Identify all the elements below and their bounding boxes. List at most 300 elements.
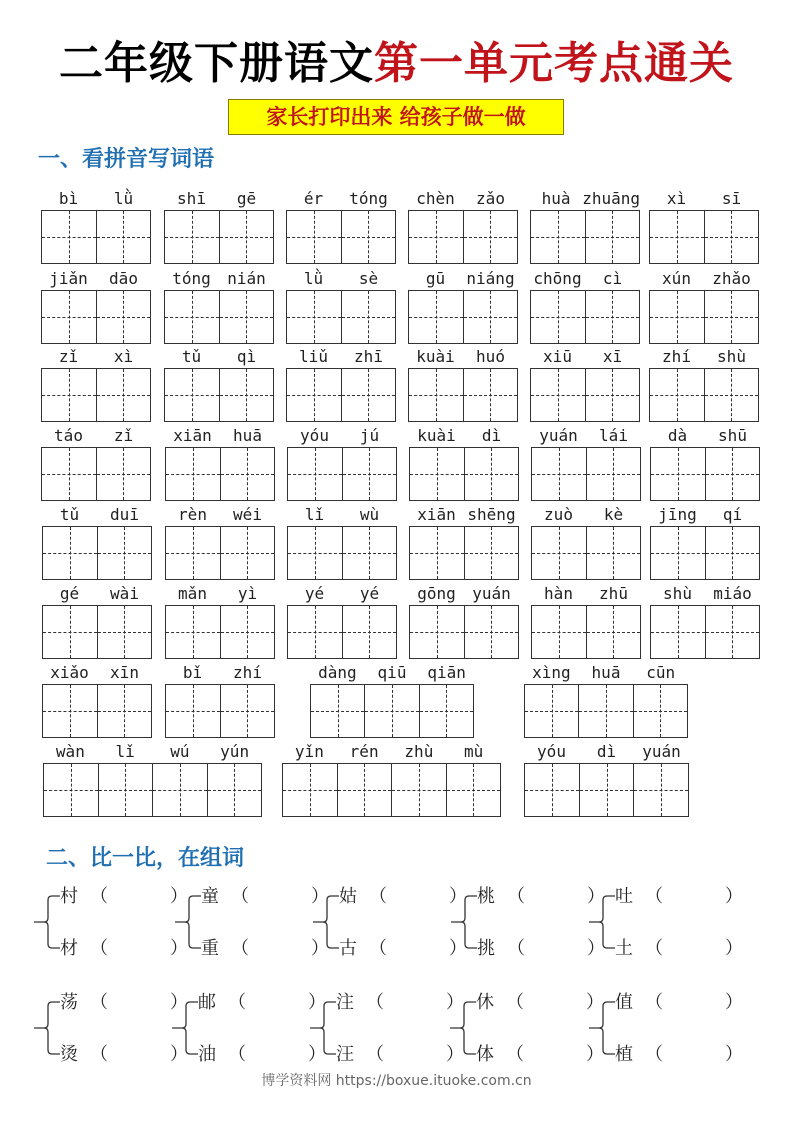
compare-row-top xyxy=(201,884,329,910)
section1-title: 一、看拼音写词语 xyxy=(38,147,215,172)
writing-cell[interactable] xyxy=(99,764,154,816)
pinyin-row xyxy=(530,346,640,368)
pinyin-syllable: xī xyxy=(602,347,623,366)
writing-cell[interactable] xyxy=(531,369,586,421)
word-group xyxy=(41,268,151,346)
compare-pair xyxy=(172,990,326,1065)
writing-cell[interactable] xyxy=(579,685,633,737)
pinyin-syllable: qiū xyxy=(377,663,407,682)
pinyin-syllable: cì xyxy=(602,269,623,288)
pinyin-syllable: xì xyxy=(113,347,134,366)
writing-cell[interactable] xyxy=(338,764,393,816)
pinyin-row xyxy=(650,504,760,526)
writing-cell[interactable] xyxy=(705,211,759,263)
pinyin-syllable: zhuāng xyxy=(582,189,640,208)
pinyin-row xyxy=(409,504,519,526)
compare-char: 荡 xyxy=(60,992,78,1013)
writing-cell[interactable] xyxy=(580,764,635,816)
pinyin-syllable: lǜ xyxy=(303,269,324,288)
close-paren: ） xyxy=(449,938,467,959)
writing-cell[interactable] xyxy=(165,211,220,263)
writing-cell[interactable] xyxy=(464,211,518,263)
pinyin-syllable: lái xyxy=(599,426,628,445)
compare-pair xyxy=(450,990,604,1065)
compare-row-bottom xyxy=(615,936,743,962)
writing-cell[interactable] xyxy=(587,448,641,500)
word-group xyxy=(287,425,397,503)
pinyin-row xyxy=(164,268,274,290)
pinyin-row xyxy=(530,188,640,210)
close-paren: ） xyxy=(170,886,188,907)
pinyin-row xyxy=(649,188,759,210)
writing-cell[interactable] xyxy=(165,369,220,421)
pinyin-row xyxy=(41,425,151,447)
compare-char: 邮 xyxy=(198,992,216,1013)
compare-char: 汪 xyxy=(336,1044,354,1065)
writing-cell[interactable] xyxy=(409,291,464,343)
writing-cell[interactable] xyxy=(410,606,465,658)
word-group xyxy=(41,346,151,424)
writing-cell[interactable] xyxy=(287,369,342,421)
pinyin-syllable: zǎo xyxy=(476,189,505,208)
pinyin-row xyxy=(282,741,501,763)
brace-icon xyxy=(310,1000,336,1060)
pinyin-row xyxy=(524,662,688,684)
pinyin-syllable: rén xyxy=(349,742,379,761)
pinyin-syllable: xún xyxy=(662,269,691,288)
word-group xyxy=(408,268,518,346)
tianzige-boxes xyxy=(165,526,275,580)
compare-char: 童 xyxy=(201,886,219,907)
tianzige-boxes xyxy=(409,447,519,501)
pinyin-syllable: lǜ xyxy=(113,189,134,208)
pinyin-row xyxy=(165,583,275,605)
pinyin-syllable: cūn xyxy=(646,663,676,682)
title-red-part: 第一单元考点通关 xyxy=(374,38,734,89)
writing-cell[interactable] xyxy=(166,606,221,658)
brace-icon xyxy=(172,1000,198,1060)
writing-cell[interactable] xyxy=(465,606,519,658)
word-group xyxy=(42,583,152,661)
word-group xyxy=(524,741,689,819)
pinyin-syllable: qiān xyxy=(427,663,466,682)
word-group xyxy=(409,583,519,661)
word-group xyxy=(42,662,152,740)
writing-cell[interactable] xyxy=(706,606,760,658)
writing-cell[interactable] xyxy=(705,291,759,343)
close-paren: ） xyxy=(586,1044,604,1065)
pinyin-row xyxy=(408,346,518,368)
brace-icon xyxy=(450,1000,476,1060)
pinyin-syllable: yuán xyxy=(642,742,681,761)
pinyin-syllable: shū xyxy=(718,426,747,445)
tianzige-boxes xyxy=(287,526,397,580)
word-group xyxy=(531,425,641,503)
word-group xyxy=(649,268,759,346)
writing-cell[interactable] xyxy=(166,685,221,737)
writing-cell[interactable] xyxy=(288,527,343,579)
open-paren: （ xyxy=(645,938,663,959)
writing-cell[interactable] xyxy=(447,764,501,816)
close-paren: ） xyxy=(170,992,188,1013)
writing-cell[interactable] xyxy=(97,211,151,263)
writing-cell[interactable] xyxy=(651,527,706,579)
tianzige-boxes xyxy=(164,368,274,422)
pinyin-syllable: wéi xyxy=(233,505,262,524)
compare-char: 值 xyxy=(615,992,633,1013)
pinyin-syllable: kuài xyxy=(416,347,455,366)
writing-cell[interactable] xyxy=(43,527,98,579)
tianzige-boxes xyxy=(409,526,519,580)
compare-char: 注 xyxy=(336,992,354,1013)
writing-cell[interactable] xyxy=(342,291,396,343)
writing-cell[interactable] xyxy=(634,685,687,737)
pinyin-syllable: gū xyxy=(425,269,446,288)
pinyin-syllable: xiǎo xyxy=(50,663,89,682)
writing-cell[interactable] xyxy=(706,527,760,579)
writing-cell[interactable] xyxy=(42,211,97,263)
pinyin-syllable: kè xyxy=(603,505,624,524)
pinyin-syllable: xìng xyxy=(532,663,571,682)
pinyin-row xyxy=(43,741,262,763)
writing-cell[interactable] xyxy=(42,448,97,500)
open-paren: （ xyxy=(507,886,525,907)
compare-pair xyxy=(34,990,188,1065)
compare-char: 休 xyxy=(476,992,494,1013)
writing-cell[interactable] xyxy=(221,448,275,500)
word-group xyxy=(287,583,397,661)
pinyin-syllable: nián xyxy=(227,269,266,288)
tianzige-boxes xyxy=(286,368,396,422)
writing-cell[interactable] xyxy=(532,606,587,658)
compare-row-bottom xyxy=(339,936,467,962)
writing-cell[interactable] xyxy=(392,764,447,816)
writing-cell[interactable] xyxy=(153,764,208,816)
open-paren: （ xyxy=(231,886,249,907)
tianzige-boxes xyxy=(649,210,759,264)
writing-cell[interactable] xyxy=(409,211,464,263)
writing-cell[interactable] xyxy=(221,527,275,579)
compare-pair xyxy=(589,884,743,959)
compare-row-bottom xyxy=(476,1042,604,1068)
compare-pair xyxy=(175,884,329,959)
open-paren: （ xyxy=(90,886,108,907)
writing-cell[interactable] xyxy=(42,369,97,421)
pinyin-syllable: duī xyxy=(110,505,139,524)
tianzige-boxes xyxy=(42,684,152,738)
word-group xyxy=(524,662,688,740)
compare-char: 桃 xyxy=(477,886,495,907)
pinyin-syllable: dāo xyxy=(109,269,138,288)
pinyin-syllable: miáo xyxy=(713,584,752,603)
writing-cell[interactable] xyxy=(97,448,151,500)
writing-cell[interactable] xyxy=(409,369,464,421)
writing-cell[interactable] xyxy=(221,606,275,658)
pinyin-syllable: jiǎn xyxy=(49,269,88,288)
writing-cell[interactable] xyxy=(531,291,586,343)
writing-cell[interactable] xyxy=(532,448,587,500)
pinyin-syllable: dì xyxy=(596,742,617,761)
pinyin-syllable: yé xyxy=(304,584,325,603)
pinyin-syllable: lǐ xyxy=(304,505,325,524)
tianzige-boxes xyxy=(43,763,262,817)
pinyin-row xyxy=(165,662,275,684)
pinyin-row xyxy=(42,504,152,526)
word-group xyxy=(286,268,396,346)
tianzige-boxes xyxy=(530,290,640,344)
pinyin-syllable: mǎn xyxy=(178,584,207,603)
pinyin-syllable: liǔ xyxy=(299,347,328,366)
pinyin-row xyxy=(409,583,519,605)
writing-cell[interactable] xyxy=(166,527,221,579)
compare-row-top xyxy=(476,990,604,1016)
writing-cell[interactable] xyxy=(587,606,641,658)
pinyin-syllable: shù xyxy=(663,584,692,603)
pinyin-syllable: zǐ xyxy=(113,426,134,445)
writing-cell[interactable] xyxy=(220,369,274,421)
writing-cell[interactable] xyxy=(650,369,705,421)
open-paren: （ xyxy=(366,992,384,1013)
tianzige-boxes xyxy=(42,605,152,659)
pinyin-syllable: dà xyxy=(667,426,688,445)
pinyin-syllable: táo xyxy=(54,426,83,445)
writing-cell[interactable] xyxy=(287,291,342,343)
tianzige-boxes xyxy=(41,210,151,264)
pinyin-row xyxy=(530,268,640,290)
writing-cell[interactable] xyxy=(586,369,640,421)
compare-char: 体 xyxy=(476,1044,494,1065)
writing-cell[interactable] xyxy=(208,764,262,816)
writing-cell[interactable] xyxy=(410,448,465,500)
tianzige-boxes xyxy=(530,210,640,264)
footer-watermark: 博学资料网 https://boxue.ituoke.com.cn xyxy=(261,1073,532,1089)
close-paren: ） xyxy=(446,992,464,1013)
writing-cell[interactable] xyxy=(166,448,221,500)
compare-row-bottom xyxy=(201,936,329,962)
open-paren: （ xyxy=(366,1044,384,1065)
writing-cell[interactable] xyxy=(705,369,759,421)
pinyin-syllable: shī xyxy=(177,189,206,208)
section2-title: 二、比一比，在组词 xyxy=(46,846,245,871)
word-group xyxy=(408,346,518,424)
compare-char: 材 xyxy=(60,938,78,959)
pinyin-syllable: sī xyxy=(721,189,742,208)
open-paren: （ xyxy=(228,992,246,1013)
writing-cell[interactable] xyxy=(343,606,397,658)
close-paren: ） xyxy=(308,992,326,1013)
close-paren: ） xyxy=(725,1044,743,1065)
pinyin-row xyxy=(649,346,759,368)
writing-cell[interactable] xyxy=(288,606,343,658)
writing-cell[interactable] xyxy=(283,764,338,816)
writing-cell[interactable] xyxy=(98,685,152,737)
compare-row-top xyxy=(615,990,743,1016)
pinyin-row xyxy=(649,268,759,290)
pinyin-row xyxy=(409,425,519,447)
writing-cell[interactable] xyxy=(287,211,342,263)
tianzige-boxes xyxy=(531,605,641,659)
brace-icon xyxy=(451,894,477,954)
writing-cell[interactable] xyxy=(587,527,641,579)
pinyin-syllable: wú xyxy=(170,742,190,761)
compare-row-bottom xyxy=(615,1042,743,1068)
pinyin-syllable: zhí xyxy=(233,663,262,682)
pinyin-syllable: gé xyxy=(59,584,80,603)
writing-cell[interactable] xyxy=(221,685,275,737)
pinyin-syllable: dàng xyxy=(318,663,357,682)
pinyin-syllable: xīn xyxy=(110,663,139,682)
close-paren: ） xyxy=(308,1044,326,1065)
pinyin-syllable: yì xyxy=(237,584,258,603)
writing-cell[interactable] xyxy=(531,211,586,263)
close-paren: ） xyxy=(170,938,188,959)
writing-cell[interactable] xyxy=(420,685,473,737)
word-group xyxy=(41,425,151,503)
pinyin-row xyxy=(165,425,275,447)
pinyin-row xyxy=(287,583,397,605)
writing-cell[interactable] xyxy=(525,685,579,737)
writing-cell[interactable] xyxy=(365,685,419,737)
word-group xyxy=(530,268,640,346)
open-paren: （ xyxy=(645,992,663,1013)
pinyin-row xyxy=(164,188,274,210)
pinyin-row xyxy=(42,583,152,605)
word-group xyxy=(165,583,275,661)
word-group xyxy=(310,662,474,740)
word-group xyxy=(282,741,501,819)
open-paren: （ xyxy=(369,886,387,907)
writing-cell[interactable] xyxy=(98,606,152,658)
writing-cell[interactable] xyxy=(525,764,580,816)
pinyin-syllable: huā xyxy=(233,426,262,445)
writing-cell[interactable] xyxy=(706,448,760,500)
word-group xyxy=(165,662,275,740)
word-group xyxy=(409,425,519,503)
writing-cell[interactable] xyxy=(651,606,706,658)
compare-char: 古 xyxy=(339,938,357,959)
writing-cell[interactable] xyxy=(43,606,98,658)
pinyin-syllable: shēng xyxy=(467,505,516,524)
pinyin-syllable: yǐn xyxy=(294,742,324,761)
word-group xyxy=(409,504,519,582)
compare-row-bottom xyxy=(60,1042,188,1068)
pinyin-syllable: wàn xyxy=(55,742,85,761)
pinyin-syllable: dì xyxy=(481,426,502,445)
pinyin-syllable: lǐ xyxy=(115,742,135,761)
writing-cell[interactable] xyxy=(465,448,519,500)
writing-cell[interactable] xyxy=(650,291,705,343)
compare-row-top xyxy=(60,990,188,1016)
compare-row-top xyxy=(339,884,467,910)
writing-cell[interactable] xyxy=(586,291,640,343)
compare-char: 土 xyxy=(615,938,633,959)
writing-cell[interactable] xyxy=(342,369,396,421)
pinyin-syllable: hàn xyxy=(544,584,573,603)
pinyin-row xyxy=(41,268,151,290)
open-paren: （ xyxy=(90,992,108,1013)
tianzige-boxes xyxy=(650,605,760,659)
pinyin-syllable: tǔ xyxy=(59,505,80,524)
word-group xyxy=(531,583,641,661)
open-paren: （ xyxy=(506,1044,524,1065)
pinyin-syllable: bì xyxy=(58,189,79,208)
tianzige-boxes xyxy=(41,290,151,344)
writing-cell[interactable] xyxy=(410,527,465,579)
close-paren: ） xyxy=(725,992,743,1013)
pinyin-syllable: xiān xyxy=(417,505,456,524)
writing-cell[interactable] xyxy=(42,291,97,343)
page-title xyxy=(0,36,793,92)
brace-icon xyxy=(34,894,60,954)
writing-cell[interactable] xyxy=(98,527,152,579)
open-paren: （ xyxy=(90,1044,108,1065)
writing-cell[interactable] xyxy=(43,685,98,737)
pinyin-row xyxy=(650,425,760,447)
brace-icon xyxy=(589,1000,615,1060)
compare-pair xyxy=(589,990,743,1065)
compare-char: 挑 xyxy=(477,938,495,959)
brace-icon xyxy=(175,894,201,954)
pinyin-syllable: yuán xyxy=(539,426,578,445)
writing-cell[interactable] xyxy=(650,211,705,263)
writing-cell[interactable] xyxy=(311,685,365,737)
tianzige-boxes xyxy=(286,210,396,264)
writing-cell[interactable] xyxy=(532,527,587,579)
word-group xyxy=(650,583,760,661)
pinyin-syllable: niáng xyxy=(466,269,515,288)
compare-pair xyxy=(310,990,464,1065)
word-group xyxy=(164,268,274,346)
compare-char: 植 xyxy=(615,1044,633,1065)
pinyin-syllable: tóng xyxy=(349,189,388,208)
tianzige-boxes xyxy=(282,763,501,817)
writing-cell[interactable] xyxy=(343,527,397,579)
tianzige-boxes xyxy=(408,290,518,344)
writing-cell[interactable] xyxy=(651,448,706,500)
compare-pair xyxy=(451,884,605,959)
writing-cell[interactable] xyxy=(220,291,274,343)
pinyin-syllable: wài xyxy=(110,584,139,603)
pinyin-row xyxy=(408,188,518,210)
word-group xyxy=(530,346,640,424)
writing-cell[interactable] xyxy=(165,291,220,343)
writing-cell[interactable] xyxy=(464,291,518,343)
writing-cell[interactable] xyxy=(44,764,99,816)
writing-cell[interactable] xyxy=(464,369,518,421)
writing-cell[interactable] xyxy=(343,448,397,500)
tianzige-boxes xyxy=(42,526,152,580)
pinyin-syllable: bǐ xyxy=(182,663,203,682)
word-group xyxy=(164,346,274,424)
close-paren: ） xyxy=(586,992,604,1013)
pinyin-syllable: tóng xyxy=(172,269,211,288)
compare-pair xyxy=(34,884,188,959)
writing-cell[interactable] xyxy=(288,448,343,500)
writing-cell[interactable] xyxy=(220,211,274,263)
pinyin-syllable: zhí xyxy=(662,347,691,366)
tianzige-boxes xyxy=(165,684,275,738)
writing-cell[interactable] xyxy=(465,527,519,579)
close-paren: ） xyxy=(449,886,467,907)
writing-cell[interactable] xyxy=(97,291,151,343)
compare-char: 油 xyxy=(198,1044,216,1065)
pinyin-syllable: chōng xyxy=(533,269,582,288)
writing-cell[interactable] xyxy=(97,369,151,421)
writing-cell[interactable] xyxy=(586,211,640,263)
writing-cell[interactable] xyxy=(342,211,396,263)
parent-print-banner: 家长打印出来 给孩子做一做 xyxy=(228,99,564,135)
writing-cell[interactable] xyxy=(634,764,688,816)
